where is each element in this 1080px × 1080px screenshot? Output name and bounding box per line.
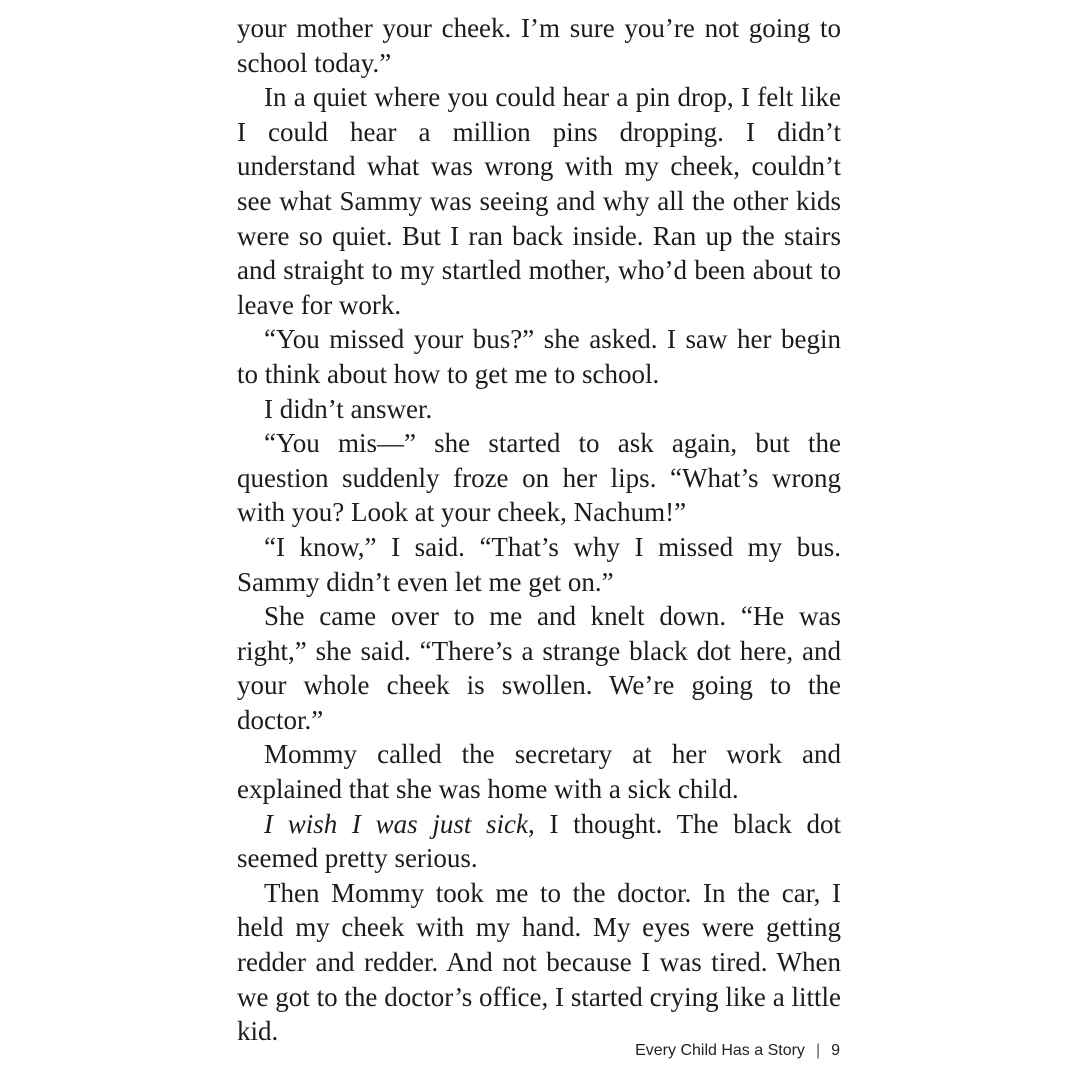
paragraph: your mother your cheek. I’m sure you’re not going to school today.”	[237, 13, 841, 78]
paragraph: I didn’t answer.	[264, 393, 433, 424]
paragraph: “I know,” I said. “That’s why I missed my bus. Sammy didn’t even let me get on.”	[237, 531, 841, 597]
paragraph: Then Mommy took me to the doctor. In the car, I held my cheek with my hand. My eyes were getting redder and redder. And not because I was tired. When we got to the doctor’s office, I started crying like a little kid.	[237, 877, 841, 1047]
running-footer	[635, 1042, 840, 1060]
paragraph: “You mis—” she started to ask again, but the question suddenly froze on her lips. “What’s wrong with you? Look at your cheek, Nachum!”	[237, 428, 841, 528]
paragraph-rest: , I thought. The black dot seemed pretty serious.	[237, 808, 841, 874]
footer-separator: |	[815, 1042, 821, 1059]
page-number: 9	[831, 1042, 840, 1059]
paragraph: Mommy called the secretary at her work and explained that she was home with a sick child.	[237, 739, 841, 805]
paragraph-with-italic	[237, 807, 841, 876]
italic-thought: I wish I was just sick	[264, 808, 529, 839]
paragraph: “You missed your bus?” she asked. I saw her begin to think about how to get me to school.	[237, 324, 841, 389]
paragraph: In a quiet where you could hear a pin drop, I felt like I could hear a million pins dropping. I didn’t understand what was wrong with my cheek, couldn’t see what Sammy was seeing and why all the other kids were so quiet. But I ran back inside. Ran up the stairs and straight to my startled mother, who’d been about to leave for work.	[237, 82, 841, 320]
book-title: Every Child Has a Story	[635, 1042, 805, 1059]
body-text	[237, 11, 841, 1049]
paragraph: She came over to me and knelt down. “He was right,” she said. “There’s a strange black dot here, and your whole cheek is swollen. We’re going to the doctor.”	[237, 601, 841, 735]
